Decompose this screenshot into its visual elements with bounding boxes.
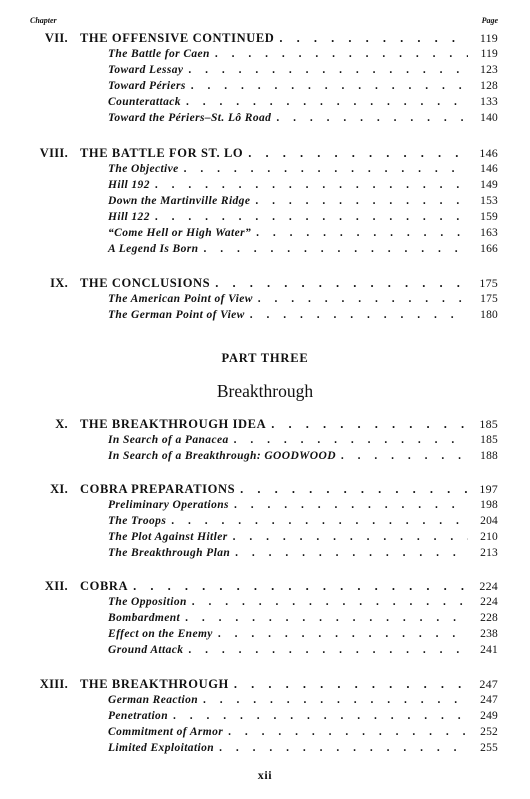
- chapter-number: XIII.: [39, 677, 68, 691]
- toc-chapter-row: [0, 145, 530, 161]
- page-number: 255: [480, 742, 498, 754]
- page-number: 224: [480, 596, 498, 608]
- section-title: The Plot Against Hitler . . .: [108, 529, 468, 545]
- section-title: The Opposition . . .: [108, 594, 468, 610]
- dot-leader: [185, 610, 468, 626]
- page-number: 153: [480, 195, 498, 207]
- toc-section-row: [0, 692, 530, 708]
- page-number: 247: [480, 694, 498, 706]
- chapter-number: VIII.: [39, 146, 68, 160]
- dot-leader: [186, 94, 468, 110]
- page-number: 241: [480, 644, 498, 656]
- page-number: 128: [480, 80, 498, 92]
- dot-leader: [203, 241, 468, 257]
- dot-leader: [203, 692, 468, 708]
- dot-leader: [341, 448, 468, 464]
- section-title: German Reaction . . .: [108, 692, 468, 708]
- toc-section-row: [0, 642, 530, 658]
- dot-leader: [248, 145, 468, 161]
- chapter-title: THE OFFENSIVE CONTINUED . . .: [80, 30, 468, 46]
- page-number: 175: [479, 276, 498, 290]
- section-title: Hill 192 . . .: [108, 177, 468, 193]
- dot-leader: [233, 529, 468, 545]
- page-number: 210: [480, 531, 498, 543]
- chapter-number: XI.: [50, 482, 68, 496]
- dot-leader: [279, 30, 468, 46]
- toc-chapter-row: [0, 676, 530, 692]
- toc-chapter-row: [0, 416, 530, 432]
- toc-section-row: [0, 225, 530, 241]
- page-number: 224: [479, 579, 498, 593]
- dot-leader: [234, 676, 468, 692]
- toc-chapter-viii: [0, 145, 530, 257]
- dot-leader: [133, 578, 468, 594]
- toc-section-row: [0, 307, 530, 323]
- dot-leader: [228, 724, 468, 740]
- page-number: 238: [480, 628, 498, 640]
- page-number: 213: [480, 547, 498, 559]
- section-title: Limited Exploitation . . .: [108, 740, 468, 756]
- toc-section-row: [0, 724, 530, 740]
- toc-chapter-row: [0, 275, 530, 291]
- page-number: 175: [480, 293, 498, 305]
- toc-section-row: [0, 209, 530, 225]
- toc-section-row: [0, 241, 530, 257]
- section-title: Preliminary Operations . . .: [108, 497, 468, 513]
- dot-leader: [235, 545, 468, 561]
- page-number: 159: [480, 211, 498, 223]
- dot-leader: [271, 416, 468, 432]
- toc-chapter-xii: [0, 578, 530, 658]
- toc-section-row: [0, 193, 530, 209]
- page-number: 197: [479, 482, 498, 496]
- page-column-label: Page: [481, 16, 498, 25]
- section-title: Counterattack . . .: [108, 94, 468, 110]
- section-title: “Come Hell or High Water” . . .: [108, 225, 468, 241]
- section-title: Commitment of Armor . . .: [108, 724, 468, 740]
- toc-section-row: [0, 432, 530, 448]
- dot-leader: [219, 740, 468, 756]
- toc-section-row: [0, 610, 530, 626]
- dot-leader: [255, 193, 468, 209]
- page-number: 163: [480, 227, 498, 239]
- section-title: Effect on the Enemy . . .: [108, 626, 468, 642]
- toc-section-row: [0, 513, 530, 529]
- toc-section-row: [0, 708, 530, 724]
- toc-chapter-xiii: [0, 676, 530, 756]
- page-number: 133: [480, 96, 498, 108]
- chapter-title: COBRA PREPARATIONS . . .: [80, 481, 468, 497]
- chapter-column-label: Chapter: [30, 16, 57, 25]
- page-folio: xii: [257, 768, 273, 782]
- toc-section-row: [0, 497, 530, 513]
- toc-section-row: [0, 448, 530, 464]
- toc-section-row: [0, 529, 530, 545]
- page-number: 119: [479, 31, 498, 45]
- page-number: 249: [480, 710, 498, 722]
- page-number: 166: [480, 243, 498, 255]
- toc-section-row: [0, 94, 530, 110]
- dot-leader: [215, 46, 468, 62]
- dot-leader: [184, 161, 468, 177]
- dot-leader: [191, 78, 468, 94]
- dot-leader: [188, 62, 468, 78]
- page-number: 140: [480, 112, 498, 124]
- toc-section-row: [0, 110, 530, 126]
- toc-section-row: [0, 78, 530, 94]
- toc-section-row: [0, 594, 530, 610]
- page-number: 123: [480, 64, 498, 76]
- page-number: 188: [480, 450, 498, 462]
- chapter-title: THE CONCLUSIONS . . .: [80, 275, 468, 291]
- page-number: 252: [480, 726, 498, 738]
- dot-leader: [240, 481, 468, 497]
- toc-chapter-row: [0, 481, 530, 497]
- chapter-number: IX.: [50, 276, 68, 290]
- dot-leader: [218, 626, 468, 642]
- toc-section-row: [0, 740, 530, 756]
- dot-leader: [234, 497, 468, 513]
- toc-section-row: [0, 545, 530, 561]
- page-number: 146: [479, 146, 498, 160]
- dot-leader: [171, 513, 468, 529]
- section-title: Toward the Périers–St. Lô Road . . .: [108, 110, 468, 126]
- section-title: Bombardment . . .: [108, 610, 468, 626]
- section-title: Toward Lessay . . .: [108, 62, 468, 78]
- toc-chapter-row: [0, 30, 530, 46]
- page-number: 185: [480, 434, 498, 446]
- chapter-title: COBRA . . .: [80, 578, 468, 594]
- toc-chapter-row: [0, 578, 530, 594]
- dot-leader: [276, 110, 468, 126]
- section-title: The German Point of View . . .: [108, 307, 468, 323]
- page-number: 149: [480, 179, 498, 191]
- toc-section-row: [0, 626, 530, 642]
- dot-leader: [250, 307, 468, 323]
- page-number: 204: [480, 515, 498, 527]
- dot-leader: [155, 209, 468, 225]
- section-title: The Breakthrough Plan . . .: [108, 545, 468, 561]
- section-title: The Battle for Caen . . .: [108, 46, 468, 62]
- section-title: Hill 122 . . .: [108, 209, 468, 225]
- toc-chapter-ix: [0, 275, 530, 323]
- toc-section-row: [0, 291, 530, 307]
- page-number: 228: [480, 612, 498, 624]
- dot-leader: [173, 708, 468, 724]
- section-title: Penetration . . .: [108, 708, 468, 724]
- page-number: 198: [480, 499, 498, 511]
- section-title: A Legend Is Born . . .: [108, 241, 468, 257]
- dot-leader: [155, 177, 468, 193]
- dot-leader: [258, 291, 468, 307]
- section-title: Toward Périers . . .: [108, 78, 468, 94]
- page-number: 180: [480, 309, 498, 321]
- toc-chapter-x: [0, 416, 530, 464]
- part-label: PART THREE: [221, 351, 309, 365]
- chapter-title: THE BREAKTHROUGH . . .: [80, 676, 468, 692]
- dot-leader: [234, 432, 468, 448]
- chapter-number: X.: [55, 417, 68, 431]
- toc-section-row: [0, 161, 530, 177]
- toc-chapter-xi: [0, 481, 530, 561]
- part-title: Breakthrough: [216, 381, 314, 401]
- dot-leader: [215, 275, 468, 291]
- section-title: In Search of a Breakthrough: GOODWOOD . . .: [108, 448, 468, 464]
- section-title: In Search of a Panacea . . .: [108, 432, 468, 448]
- page-number: 247: [479, 677, 498, 691]
- chapter-number: XII.: [44, 579, 68, 593]
- section-title: The Objective . . .: [108, 161, 468, 177]
- page-number: 185: [479, 417, 498, 431]
- section-title: The American Point of View . . .: [108, 291, 468, 307]
- chapter-title: THE BATTLE FOR ST. LO . . .: [80, 145, 468, 161]
- section-title: Ground Attack . . .: [108, 642, 468, 658]
- dot-leader: [192, 594, 468, 610]
- toc-chapter-vii: [0, 30, 530, 126]
- toc-section-row: [0, 62, 530, 78]
- toc-section-row: [0, 46, 530, 62]
- toc-section-row: [0, 177, 530, 193]
- page-number: 146: [480, 163, 498, 175]
- chapter-title: THE BREAKTHROUGH IDEA . . .: [80, 416, 468, 432]
- section-title: The Troops . . .: [108, 513, 468, 529]
- page-number: 119: [480, 48, 498, 60]
- dot-leader: [256, 225, 468, 241]
- chapter-number: VII.: [44, 31, 68, 45]
- dot-leader: [188, 642, 468, 658]
- section-title: Down the Martinville Ridge . . .: [108, 193, 468, 209]
